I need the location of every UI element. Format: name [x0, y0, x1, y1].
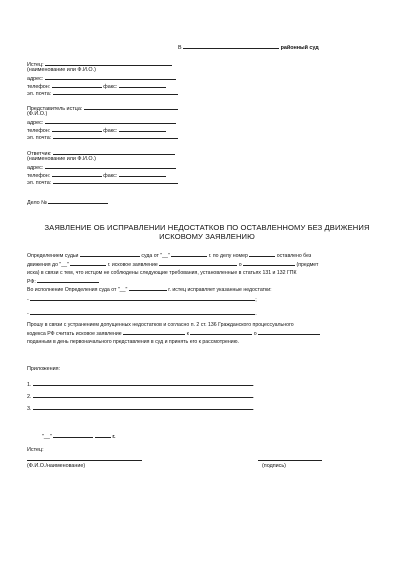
defendant-phone-label: телефон: [27, 173, 51, 179]
correction-blank-2 [30, 309, 255, 315]
court-name-blank [183, 43, 279, 49]
attachment-number-2: 2. [27, 394, 32, 400]
p1-text-c: г. по делу номер [208, 253, 248, 259]
p1-case-blank [249, 251, 275, 257]
signature-date [42, 432, 116, 441]
defendant-address-label: адрес: [27, 165, 44, 171]
defendant-name-hint: (наименование или Ф.И.О.) [27, 156, 96, 162]
plaintiff-address-label: адрес: [27, 76, 44, 82]
paragraph-determination-line1 [27, 251, 385, 260]
correction-item-2: - . [27, 311, 257, 317]
p1-text-e: движения до "__" [27, 262, 69, 268]
plaintiff-phone-label: телефон: [27, 84, 51, 90]
representative-row [27, 104, 178, 113]
defendant-address-blank [45, 163, 176, 169]
representative-address-blank [45, 118, 176, 124]
defendant-fax-label: факс: [103, 173, 118, 179]
plaintiff-label: Истец: [27, 62, 44, 68]
representative-fax-label: факс: [103, 128, 118, 134]
paragraph-request-line3: поданным в день первоначального представления в суд и принять его к рассмотрению. [27, 339, 239, 345]
attachment-item-1: 1. . [27, 382, 255, 388]
defendant-email-blank [53, 178, 178, 184]
defendant-email-label: эл. почта: [27, 180, 52, 186]
defendant-fax-blank [119, 171, 166, 177]
document-title-line1: ЗАЯВЛЕНИЕ ОБ ИСПРАВЛЕНИИ НЕДОСТАТКОВ ПО ОСТАВЛЕННОМУ БЕЗ ДВИЖЕНИЯ [44, 223, 370, 232]
signature-hint: (подпись) [262, 463, 286, 469]
p2-date-blank [129, 285, 167, 291]
plaintiff-fax-label: факс: [103, 84, 118, 90]
p1-claim-blank [159, 260, 237, 266]
p1-text-h: (предмет [296, 262, 319, 268]
attachment-blank-3 [33, 404, 253, 410]
attachment-item-3: 3. . [27, 406, 255, 412]
plaintiff-email-blank [53, 89, 178, 95]
representative-email-blank [53, 133, 178, 139]
dash-2: - [27, 311, 29, 317]
case-number-label: Дело № [27, 200, 47, 206]
attachment-item-2: 2. . [27, 394, 255, 400]
p3-defendant-blank [190, 329, 252, 335]
court-prefix: В [178, 45, 182, 51]
plaintiff-name-hint: (наименование или Ф.И.О.) [27, 67, 96, 73]
representative-name-hint: (Ф.И.О.) [27, 111, 48, 117]
defendant-label: Ответчик: [27, 151, 52, 157]
representative-address-label: адрес: [27, 120, 44, 126]
correction-item-1: - ; [27, 297, 257, 303]
p1-text-d: оставлено без [276, 253, 312, 259]
defendant-phone-blank [52, 171, 102, 177]
signature-name-hint: (Ф.И.О./наименование) [27, 463, 86, 469]
p2-text-a: Во исполнение Определения суда от "__" [27, 287, 128, 293]
representative-email-label: эл. почта: [27, 135, 52, 141]
plaintiff-fax-blank [119, 82, 166, 88]
p1-date-blank [171, 251, 207, 257]
dash-1: - [27, 297, 29, 303]
paragraph-determination-line3: иска) в связи с тем, что истцом не соблюдены следующие требования, установленные в статьях 131 и 132 ГПК [27, 270, 297, 276]
court-header [178, 43, 319, 52]
paragraph-determination-line2 [27, 260, 385, 269]
court-suffix: районный суд [280, 45, 319, 51]
representative-fax-blank [119, 126, 166, 132]
p1-subject-blank [243, 260, 295, 266]
p1-text-j: РФ: [27, 279, 36, 285]
paragraph-correction [27, 285, 385, 294]
p1-until-blank [70, 260, 106, 266]
representative-email-row [27, 133, 178, 142]
paragraph-request-line1: Прошу в связи с устранением допущенных недостатков и согласно п. 2 ст. 136 Гражданского процессуального [27, 322, 294, 328]
plaintiff-address-blank [45, 74, 176, 80]
attachment-number-1: 1. [27, 382, 32, 388]
correction-blank-1 [30, 295, 255, 301]
plaintiff-name-blank [45, 60, 172, 66]
document-title-line2: ИСКОВОМУ ЗАЯВЛЕНИЮ [159, 232, 255, 241]
date-month-blank [53, 432, 93, 438]
defendant-email-row [27, 178, 178, 187]
paragraph-request [27, 321, 385, 346]
p1-text-g: о [238, 262, 242, 268]
p2-text-b: г. истец исправляет указанные недостатки: [168, 287, 272, 293]
p1-text-f: г. исковое заявление [107, 262, 158, 268]
representative-name-blank [84, 104, 178, 110]
representative-label: Представитель истца: [27, 106, 83, 112]
paragraph-determination [27, 251, 385, 286]
p3-subject-blank [258, 329, 320, 335]
date-year-suffix: г. [112, 434, 116, 440]
p3-text-d: о [253, 331, 257, 337]
signature-plaintiff-label: Истец: [27, 447, 44, 453]
plaintiff-email-row [27, 89, 178, 98]
signature-line [258, 460, 322, 461]
case-number-blank [48, 198, 108, 204]
plaintiff-phone-blank [52, 82, 102, 88]
plaintiff-email-label: эл. почта: [27, 91, 52, 97]
p3-plaintiff-blank [123, 329, 185, 335]
attachment-number-3: 3. [27, 406, 32, 412]
attachment-blank-2 [33, 392, 253, 398]
signature-name-line [27, 460, 142, 461]
defendant-name-blank [53, 149, 175, 155]
attachment-blank-1 [33, 380, 253, 386]
p3-text-c: к [186, 331, 189, 337]
paragraph-request-line2 [27, 329, 385, 338]
p3-text-b: кодекса РФ считать исковое заявление [27, 331, 122, 337]
p1-judge-blank [80, 251, 140, 257]
p1-text-a: Определением судьи [27, 253, 79, 259]
p1-text-b: суда от "__" [141, 253, 170, 259]
date-day: "__" [42, 434, 52, 440]
representative-phone-blank [52, 126, 102, 132]
case-number-row [27, 198, 108, 207]
representative-phone-label: телефон: [27, 128, 51, 134]
attachments-label: Приложения: [27, 366, 61, 372]
date-year-blank [95, 432, 111, 438]
p1-requirements-blank [37, 277, 99, 283]
